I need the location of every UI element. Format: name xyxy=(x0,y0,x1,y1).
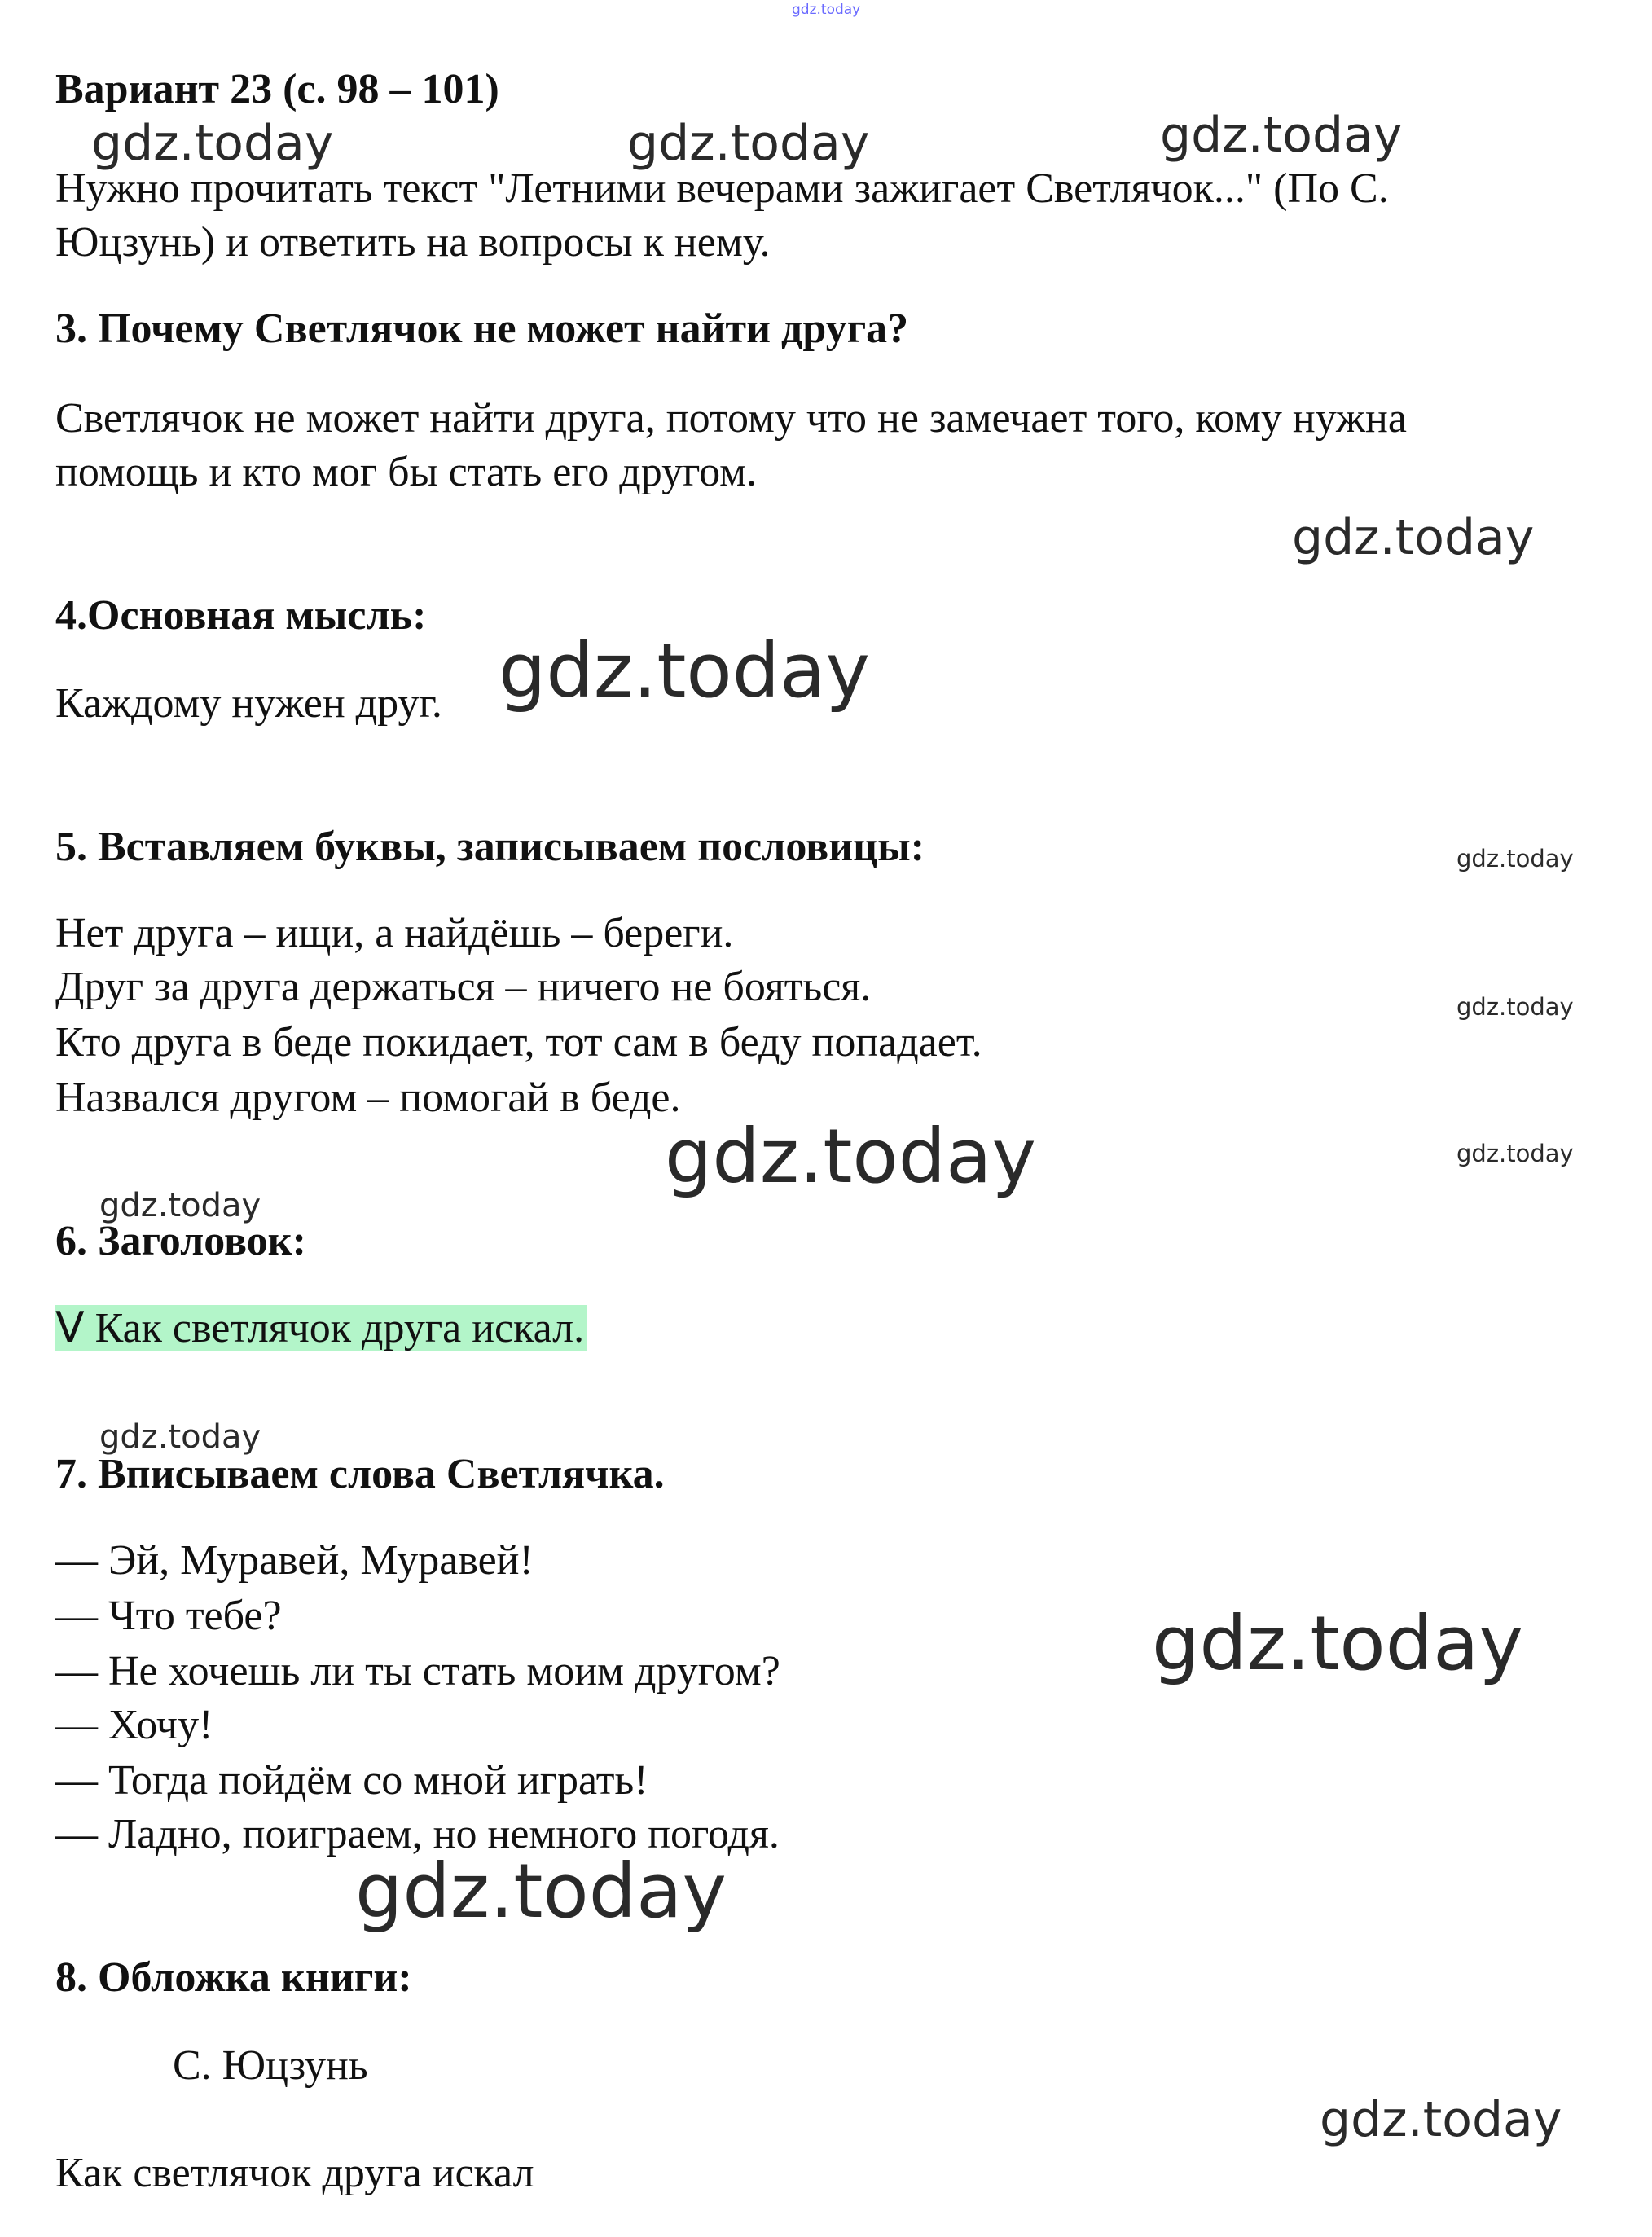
q4-heading: 4.Основная мысль: xyxy=(55,592,427,639)
q3-answer-line-2: помощь и кто мог бы стать его другом. xyxy=(55,449,758,495)
q6-answer-highlight xyxy=(55,1305,587,1351)
watermark-top: gdz.today xyxy=(792,2,861,18)
book-title: Как светлячок друга искал xyxy=(55,2150,534,2196)
watermark: gdz.today xyxy=(1292,509,1535,566)
watermark: gdz.today xyxy=(665,1113,1036,1200)
dialogue-line-1: — Эй, Муравей, Муравей! xyxy=(55,1537,534,1584)
dialogue-line-6: — Ладно, поиграем, но немного погодя. xyxy=(55,1811,780,1857)
dialogue-line-4: — Хочу! xyxy=(55,1702,213,1748)
watermark: gdz.today xyxy=(99,1187,261,1224)
watermark: gdz.today xyxy=(1456,993,1574,1021)
proverb-2: Друг за друга держаться – ничего не бояться. xyxy=(55,964,872,1010)
watermark: gdz.today xyxy=(1160,107,1403,164)
watermark: gdz.today xyxy=(1456,845,1574,872)
watermark: gdz.today xyxy=(99,1418,261,1456)
watermark: gdz.today xyxy=(627,115,870,172)
watermark: gdz.today xyxy=(1320,2091,1562,2148)
proverb-1: Нет друга – ищи, а найдёшь – береги. xyxy=(55,910,734,956)
intro-line-1: Нужно прочитать текст "Летними вечерами зажигает Светлячок..." (По С. xyxy=(55,165,1389,212)
q6-answer-text: Как светлячок друга искал. xyxy=(94,1305,585,1351)
intro-line-2: Юцзунь) и ответить на вопросы к нему. xyxy=(55,219,771,266)
q6-heading: 6. Заголовок: xyxy=(55,1218,306,1264)
dialogue-line-2: — Что тебе? xyxy=(55,1593,282,1639)
watermark: gdz.today xyxy=(499,627,870,714)
q5-heading: 5. Вставляем буквы, записываем пословицы: xyxy=(55,824,925,870)
q6-answer xyxy=(55,1300,587,1356)
page-title: Вариант 23 (с. 98 – 101) xyxy=(55,66,499,112)
book-author: С. Юцзунь xyxy=(173,2042,368,2089)
dialogue-line-5: — Тогда пойдём со мной играть! xyxy=(55,1757,648,1804)
q4-answer: Каждому нужен друг. xyxy=(55,680,442,727)
watermark: gdz.today xyxy=(91,115,334,172)
q3-heading: 3. Почему Светлячок не может найти друга? xyxy=(55,305,909,352)
q7-heading: 7. Вписываем слова Светлячка. xyxy=(55,1451,665,1497)
q8-heading: 8. Обложка книги: xyxy=(55,1954,412,2001)
watermark: gdz.today xyxy=(1152,1600,1523,1687)
watermark: gdz.today xyxy=(355,1848,727,1935)
q3-answer-line-1: Светлячок не может найти друга, потому что не замечает того, кому нужна xyxy=(55,395,1407,442)
proverb-4: Назвался другом – помогай в беде. xyxy=(55,1075,681,1121)
check-mark-icon: V xyxy=(55,1303,85,1352)
watermark: gdz.today xyxy=(1456,1140,1574,1167)
proverb-3: Кто друга в беде покидает, тот сам в беду попадает. xyxy=(55,1019,982,1066)
dialogue-line-3: — Не хочешь ли ты стать моим другом? xyxy=(55,1648,780,1694)
